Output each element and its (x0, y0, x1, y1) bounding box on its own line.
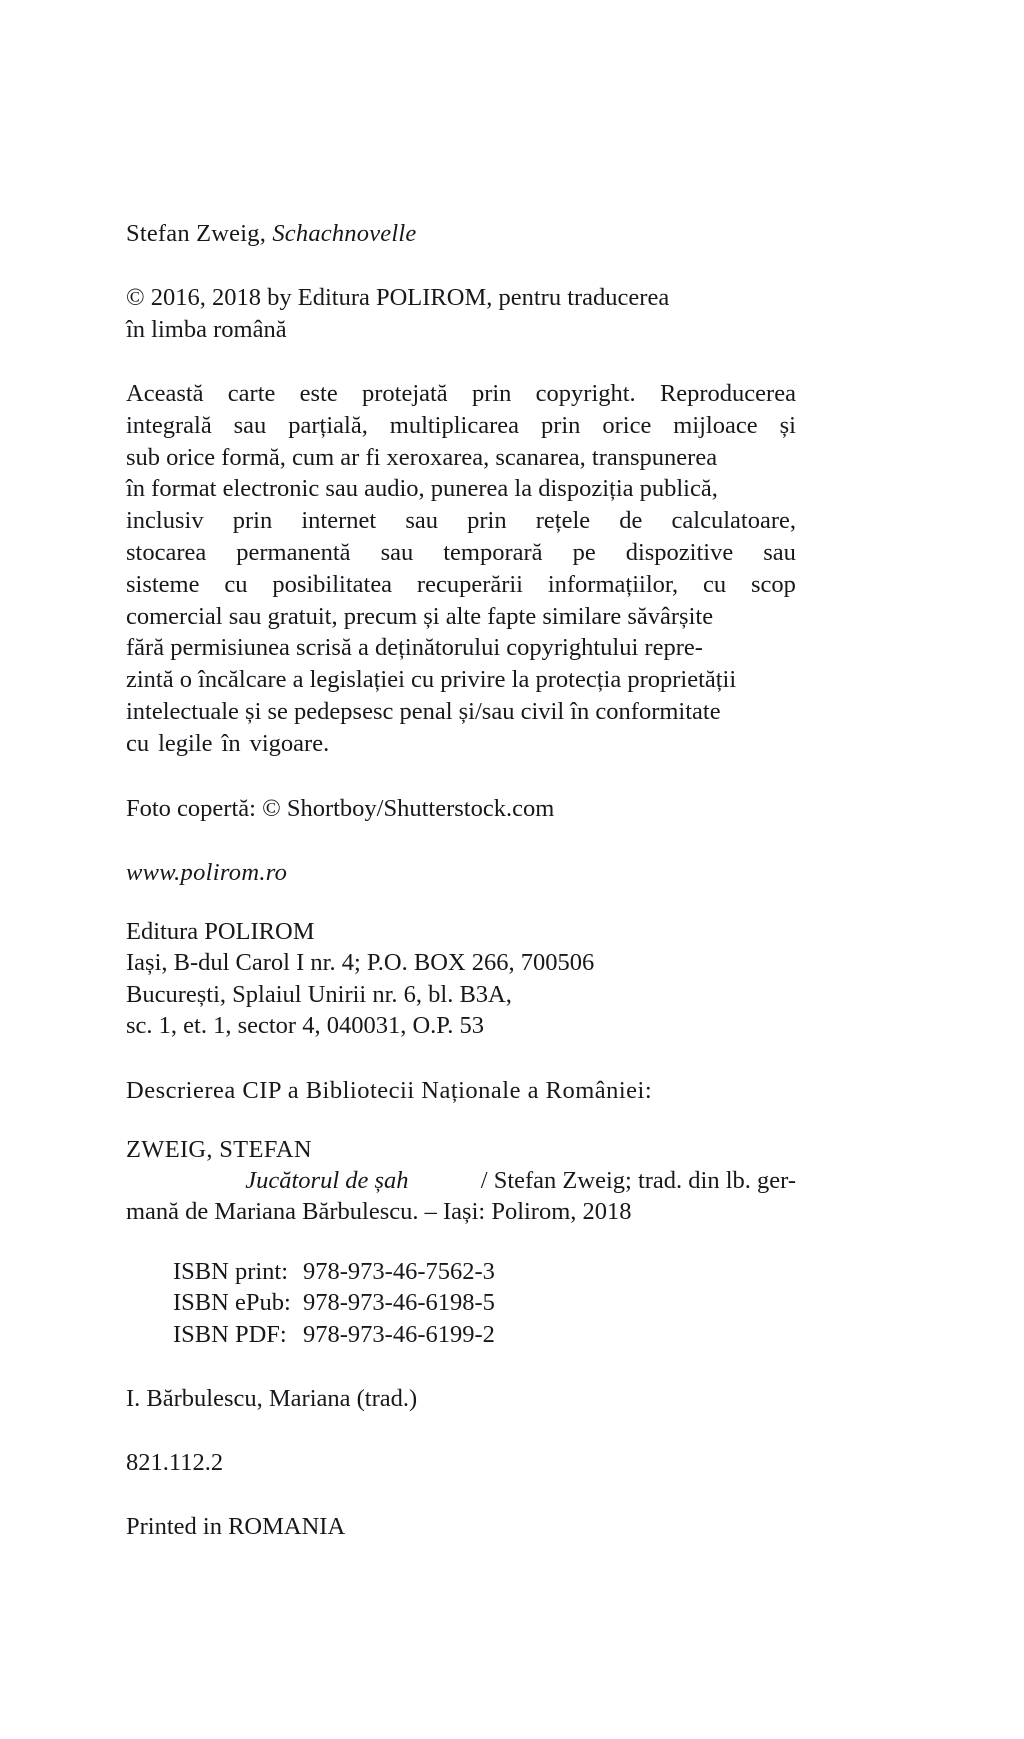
spacer (126, 1350, 796, 1383)
spacer (126, 249, 796, 282)
isbn-row-pdf (173, 1319, 796, 1351)
isbn-label: ISBN print: (173, 1257, 289, 1285)
spacer (126, 760, 796, 793)
legal-line: sub orice formă, cum ar fi xeroxarea, scanarea, transpunerea (126, 443, 718, 471)
legal-line: inclusiv prin internet sau prin rețele de calculatoare, (126, 507, 796, 535)
spacer (126, 1106, 796, 1134)
publisher-address-line: Iași, B-dul Carol I nr. 4; P.O. BOX 266, 700506 (126, 949, 595, 977)
legal-line: integrală sau parțială, multiplicarea prin orice mijloace și (126, 411, 796, 439)
page-content (126, 218, 796, 1542)
isbn-value: 978-973-46-6198-5 (303, 1289, 495, 1317)
cip-entry-line (126, 1165, 796, 1197)
publisher-address-line: sc. 1, et. 1, sector 4, 040031, O.P. 53 (126, 1012, 484, 1040)
publisher-website[interactable]: www.polirom.ro (126, 858, 288, 886)
publisher-address-block (126, 916, 796, 1042)
isbn-value: 978-973-46-6199-2 (303, 1320, 495, 1348)
spacer (126, 888, 796, 916)
isbn-label: ISBN ePub: (173, 1289, 291, 1317)
copyright-line-1: © 2016, 2018 by Editura POLIROM, pentru traducerea (126, 284, 670, 311)
publisher-name: Editura POLIROM (126, 917, 315, 945)
isbn-list (126, 1256, 796, 1351)
author-name: Stefan Zweig, (126, 220, 267, 247)
isbn-row-print (173, 1256, 796, 1288)
legal-notice-paragraph (126, 378, 796, 760)
copyright-block (126, 282, 796, 345)
legal-line: sisteme cu posibilitatea recuperării informațiilor, cu scop (126, 570, 796, 598)
printed-in-line: Printed in ROMANIA (126, 1513, 346, 1541)
legal-line: Această carte este protejată prin copyright. Reproducerea (126, 380, 796, 407)
spacer (126, 345, 796, 378)
cover-photo-credit: Foto copertă: © Shortboy/Shutterstock.com (126, 794, 555, 822)
cip-title-entry (126, 1165, 796, 1228)
cip-title-italic: Jucătorul de șah (245, 1166, 409, 1194)
cip-author-entry: ZWEIG, STEFAN (126, 1135, 312, 1163)
spacer (126, 1478, 796, 1511)
spacer (126, 824, 796, 857)
legal-line: stocarea permanentă sau temporară pe dispozitive sau (126, 538, 796, 566)
original-title: Schachnovelle (272, 220, 417, 247)
cip-entry-line: mană de Mariana Bărbulescu. – Iași: Polirom, 2018 (126, 1198, 632, 1226)
translator-added-entry: I. Bărbulescu, Mariana (trad.) (126, 1385, 418, 1413)
publisher-address-line: București, Splaiul Unirii nr. 6, bl. B3A, (126, 980, 512, 1008)
legal-line: cu legile în vigoare. (126, 729, 330, 757)
legal-line: fără permisiunea scrisă a deținătorului copyrightului repre- (126, 634, 703, 662)
legal-line: zintă o încălcare a legislației cu privire la protecția proprietății (126, 666, 737, 694)
author-title-line (126, 218, 796, 249)
cip-heading: Descrierea CIP a Bibliotecii Naționale a României: (126, 1076, 653, 1104)
spacer (126, 1414, 796, 1447)
isbn-value: 978-973-46-7562-3 (303, 1257, 495, 1285)
cip-entry-rest: / Stefan Zweig; trad. din lb. ger- (480, 1166, 796, 1194)
spacer (126, 1042, 796, 1075)
indent-spacer (126, 1165, 173, 1197)
isbn-label: ISBN PDF: (173, 1320, 287, 1348)
legal-line: comercial sau gratuit, precum și alte fapte similare săvârșite (126, 602, 714, 630)
legal-line: în format electronic sau audio, punerea la dispoziția publică, (126, 475, 718, 503)
isbn-row-epub (173, 1287, 796, 1319)
classification-number: 821.112.2 (126, 1449, 224, 1477)
spacer (126, 1228, 796, 1256)
copyright-line-2: în limba română (126, 315, 287, 343)
legal-line: intelectuale și se pedepsesc penal și/sau civil în conformitate (126, 697, 721, 725)
